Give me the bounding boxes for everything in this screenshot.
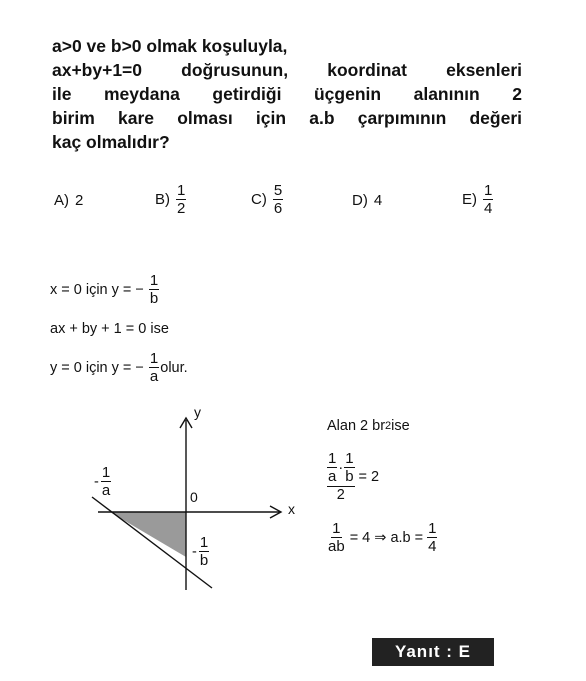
- option-d[interactable]: D) 4: [352, 192, 383, 209]
- question-line-3: ile meydana getirdiği üçgenin alanının 2: [52, 84, 522, 104]
- answer-badge: Yanıt : E: [372, 638, 494, 666]
- area-result: $\frac{1}{ab}$ = 4 ⇒ a.b = $\frac{1}{4}$: [328, 520, 437, 555]
- option-e[interactable]: E) $\frac{1}{4}$: [462, 182, 493, 217]
- option-b-fraction: $\frac{1}{2}$: [177, 182, 186, 217]
- origin-label: 0: [190, 489, 198, 505]
- question-text: [52, 34, 522, 154]
- solution-line-2: ax + by + 1 = 0 ise: [50, 321, 169, 337]
- option-b[interactable]: B) $\frac{1}{2}$: [155, 182, 186, 217]
- y-axis-label: y: [194, 404, 201, 420]
- area-line-1: Alan 2 br 2 ise: [327, 418, 410, 434]
- option-a[interactable]: A) 2: [54, 192, 84, 209]
- option-c[interactable]: C) $\frac{5}{6}$: [251, 182, 283, 217]
- option-c-fraction: $\frac{5}{6}$: [273, 182, 283, 217]
- x-intercept-label: - $\frac{1}{a}$: [94, 464, 111, 499]
- question-line-4: birim kare olması için a.b çarpımının değeri: [52, 108, 522, 128]
- x-axis-label: x: [288, 501, 295, 517]
- question-line-2: ax+by+1=0 doğrusunun, koordinat eksenleri: [52, 60, 522, 80]
- question-line-5: kaç olmalıdır?: [52, 132, 170, 152]
- y-intercept-label: - $\frac{1}{b}$: [192, 534, 209, 569]
- area-equation: $\frac{1}{a}$ · $\frac{1}{b}$ 2 = 2: [328, 450, 380, 503]
- option-e-fraction: $\frac{1}{4}$: [484, 182, 493, 217]
- solution-line-1: x = 0 için y = − $\frac{1}{b}$: [50, 272, 159, 307]
- solution-line-3: y = 0 için y = − $\frac{1}{a}$ olur.: [50, 350, 188, 385]
- question-line-1: a>0 ve b>0 olmak koşuluyla,: [52, 36, 288, 56]
